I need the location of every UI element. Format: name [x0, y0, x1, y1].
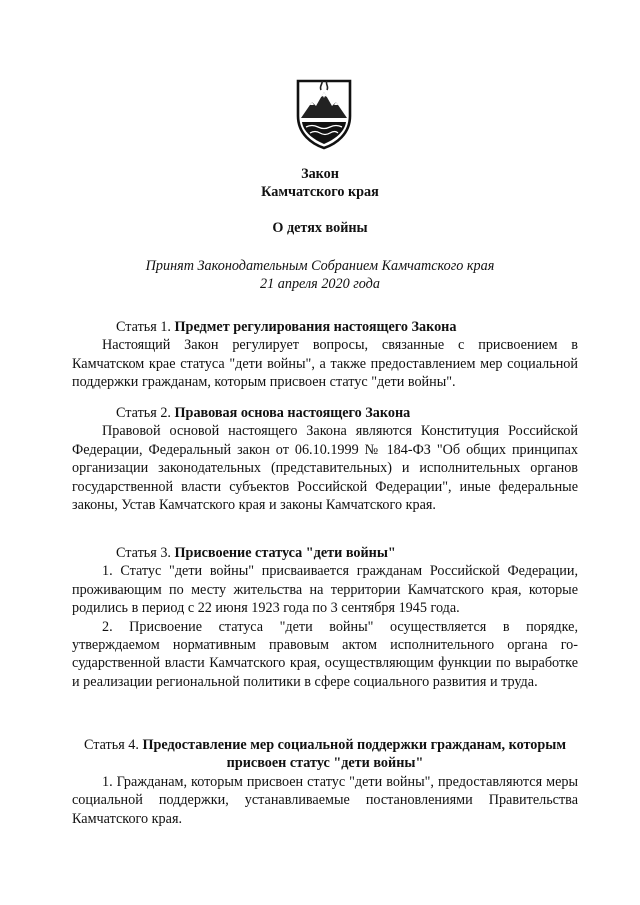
- article-paragraph: Правовой основой настоящего Закона являются Конституция Российской Федерации, Федеральный закон от 06.10.1999 № 184-ФЗ "Об общих принципах организации законодательных (представительных) и исполнительных органов государственной власти субъектов Российской Федерации", иные федеральные законы, Устав Камчатского края и законы Камчатского края.: [72, 423, 578, 514]
- article-number: Статья 2.: [116, 405, 171, 421]
- article-heading: [72, 544, 578, 562]
- law-region-title: Камчатского края: [261, 184, 379, 200]
- article-1: [72, 318, 578, 392]
- article-paragraph: 1. Гражданам, которым присвоен статус "дети войны", предоставляются меры социальной поддержки, устанавливаемые постановлениями Правительства Камчатского края.: [72, 773, 578, 827]
- law-name-title: О детях войны: [272, 220, 368, 236]
- article-number: Статья 1.: [116, 319, 171, 335]
- article-2: [72, 404, 578, 514]
- article-3: [72, 544, 578, 691]
- article-paragraph: 2. Присвоение статуса "дети войны" осуществляется в порядке, утверждаемом нормативным правовым актом исполнительного органа государственной власти Камчатского края, осуществляющим функции по выработке и реализации региональной политики в сфере социального развития и труда.: [72, 618, 578, 690]
- article-4: [72, 736, 578, 828]
- article-paragraph: 1. Статус "дети войны" присваивается гражданам Российской Федерации, проживающим по месту жительства на территории Камчатского края, которые родились в период с 22 июня 1923 года по 3 сентября 1945 года.: [72, 563, 578, 617]
- article-heading: [72, 404, 578, 422]
- law-type-title: Закон: [301, 166, 339, 182]
- article-title: Предмет регулирования настоящего Закона: [174, 319, 457, 335]
- article-number: Статья 4.: [83, 737, 139, 753]
- article-title: Правовая основа настоящего Закона: [174, 405, 411, 421]
- adopted-by-line: Принят Законодательным Собранием Камчатского края: [145, 258, 495, 274]
- adopted-date-line: 21 апреля 2020 года: [260, 276, 380, 292]
- article-number: Статья 3.: [116, 545, 171, 561]
- article-title: Присвоение статуса "дети войны": [174, 545, 396, 561]
- article-title: Предоставление мер социальной поддержки гражданам, которым присвоен статус "дети войны": [142, 737, 567, 772]
- kamchatka-coat-of-arms-icon: [294, 78, 354, 150]
- article-paragraph: Настоящий Закон регулирует вопросы, связанные с присвоением в Камчатском крае статуса "дети войны", а также предоставлением мер социальной поддержки гражданам, которым присвоен статус "дети войны".: [72, 337, 578, 391]
- article-heading: [72, 318, 578, 336]
- article-heading: [72, 736, 578, 773]
